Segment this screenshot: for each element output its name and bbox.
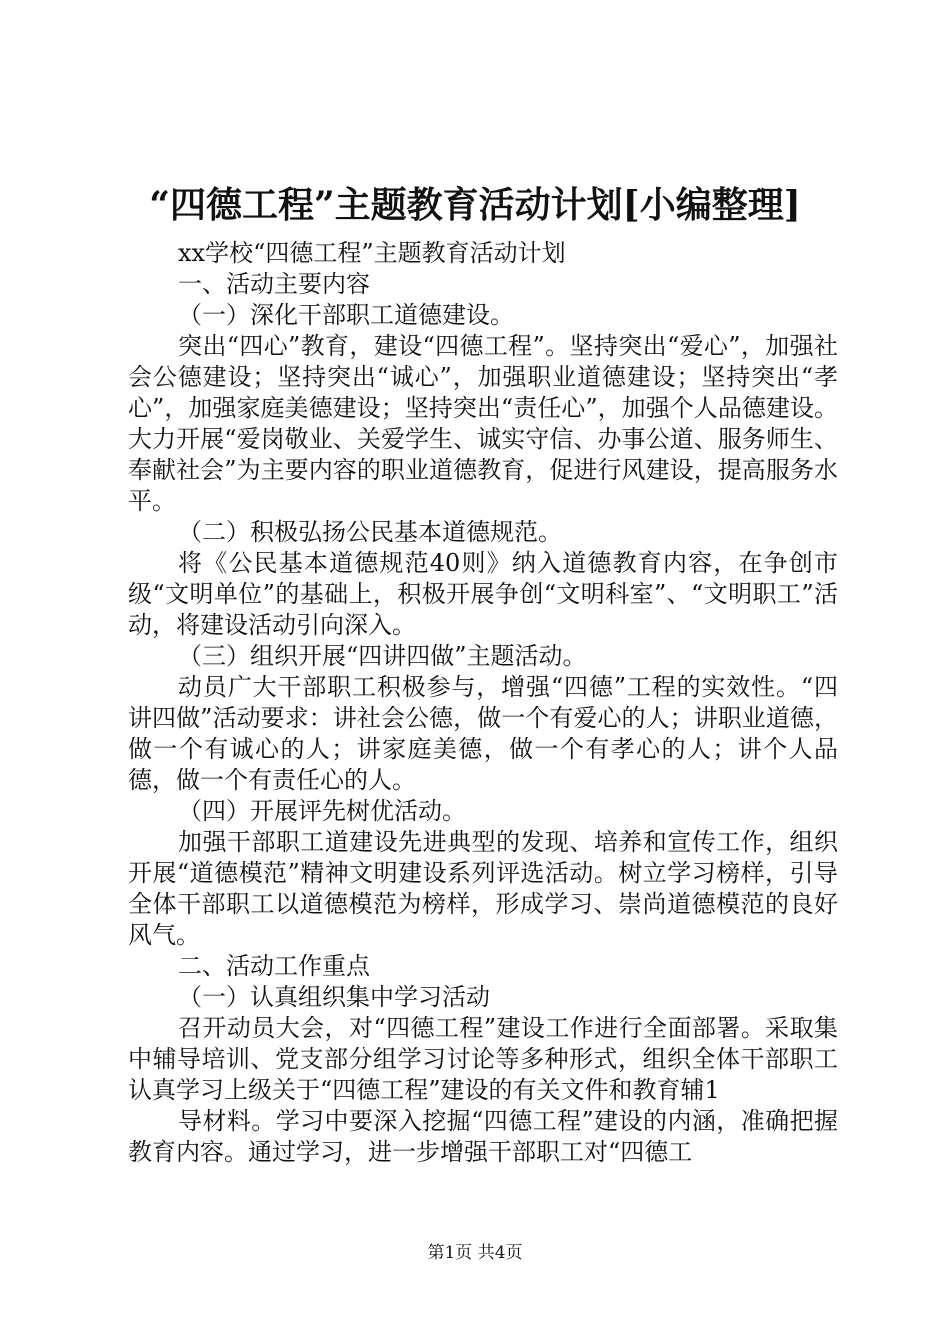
paragraph-school-plan: xx学校“四德工程”主题教育活动计划 <box>178 239 566 267</box>
paragraph-2-1-continued: 导材料。学习中要深入挖掘“四德工程”建设的内涵，准确把握教育内容。通过学习，进一步增强干部职工对“四德工 <box>128 1107 838 1166</box>
document-title: “四德工程”主题教育活动计划[小编整理] <box>149 184 801 226</box>
paragraph-1-1: 突出“四心”教育，建设“四德工程”。坚持突出“爱心”，加强社会公德建设；坚持突出“诚心”，加强职业道德建设；坚持突出“孝心”，加强家庭美德建设；坚持突出“责任心”，加强个人品德建设。大力开展“爱岗敬业、关爱学生、诚实守信、办事公道、服务师生、奉献社会”为主要内容的职业道德教育，促进行风建设，提高服务水平。 <box>128 332 838 515</box>
document-body <box>128 238 838 1168</box>
subheading-1-2: （二）积极弘扬公民基本道德规范。 <box>178 518 562 546</box>
subheading-2-1: （一）认真组织集中学习活动 <box>178 983 490 1011</box>
subheading-1-4: （四）开展评先树优活动。 <box>178 797 466 825</box>
paragraph-1-2: 将《公民基本道德规范40则》纳入道德教育内容，在争创市级“文明单位”的基础上，积极开展争创“文明科室”、“文明职工”活动，将建设活动引向深入。 <box>128 549 838 639</box>
heading-section-1: 一、活动主要内容 <box>178 270 370 298</box>
paragraph-1-4: 加强干部职工道建设先进典型的发现、培养和宣传工作，组织开展“道德模范”精神文明建设系列评选活动。树立学习榜样，引导全体干部职工以道德模范为榜样，形成学习、崇尚道德模范的良好风气。 <box>128 828 838 949</box>
page-footer: 第1页 共4页 <box>427 1243 523 1263</box>
paragraph-1-3: 动员广大干部职工积极参与，增强“四德”工程的实效性。“四讲四做”活动要求：讲社会公德，做一个有爱心的人；讲职业道德，做一个有诚心的人；讲家庭美德，做一个有孝心的人；讲个人品德，做一个有责任心的人。 <box>128 673 838 794</box>
subheading-1-3: （三）组织开展“四讲四做”主题活动。 <box>178 642 587 670</box>
subheading-1-1: （一）深化干部职工道德建设。 <box>178 301 514 329</box>
heading-section-2: 二、活动工作重点 <box>178 952 370 980</box>
paragraph-2-1: 召开动员大会，对“四德工程”建设工作进行全面部署。采取集中辅导培训、党支部分组学习讨论等多种形式，组织全体干部职工认真学习上级关于“四德工程”建设的有关文件和教育辅1 <box>128 1014 838 1104</box>
